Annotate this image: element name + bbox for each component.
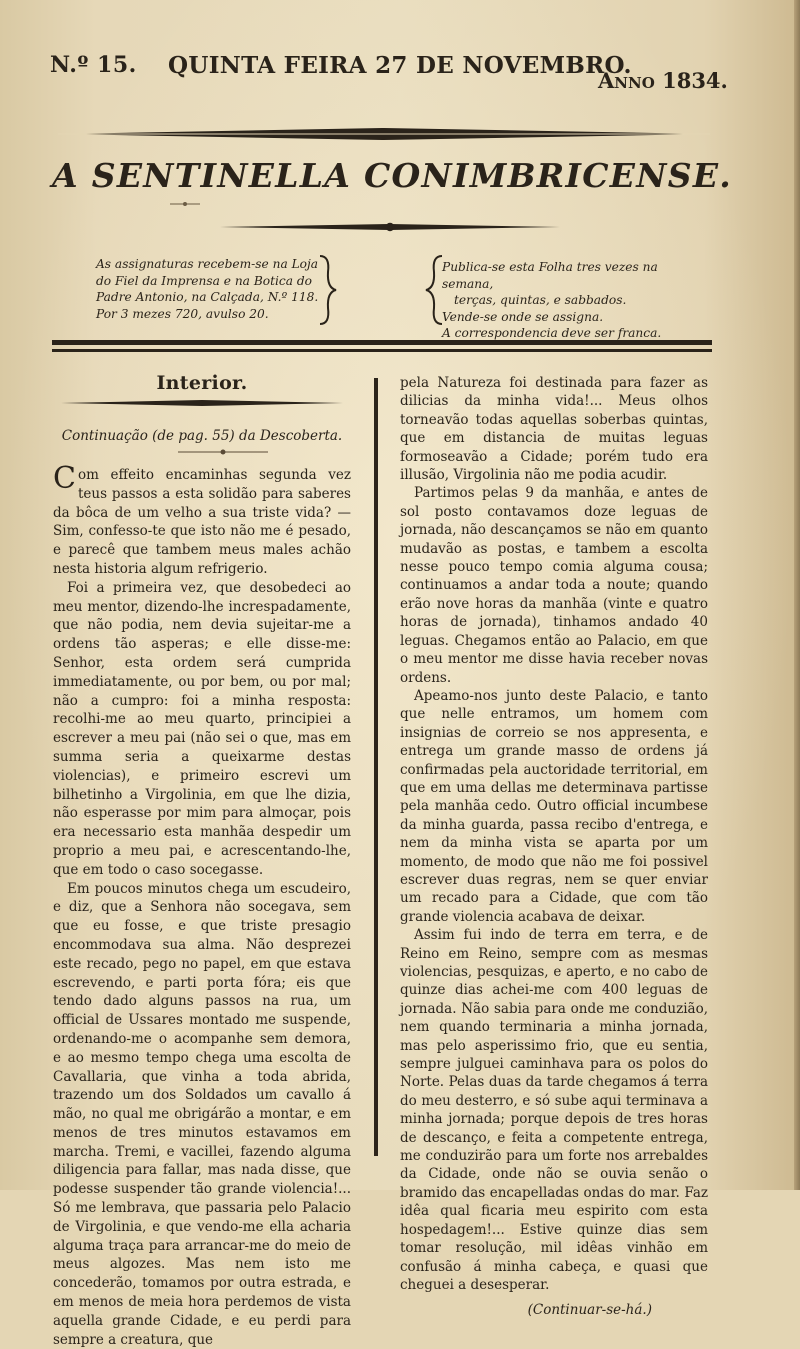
- article-paragraph: Apeamo-nos junto deste Palacio, e tanto que nelle entramos, um homem com insignias de correio se nos appresenta, e entrega um grande masso de ordens já confirmadas pela auctoridade territorial, em que em uma dellas me determinava partisse pela manhãa cedo. Outro official incumbese da minha guarda, passa recibo d'entrega, e nem da minha vista se aparta por um momento, de modo que não me foi possivel escrever duas regras, nem se quer enviar um recado para a Cidade, que com tão grande violencia acabava de deixar.: [400, 687, 708, 925]
- drop-cap: C: [53, 461, 76, 496]
- ornamental-rule-middle: [220, 220, 560, 234]
- article-paragraph: Em poucos minutos chega um escudeiro, e diz, que a Senhora não socegava, sem que eu fosse, e que triste presagio encommodava sua alma. Não desprezei este recado, pego no papel, em que estava escrevendo, e parti porta fóra; eis que tendo dado alguns passos na rua, um official de Ussares montado me suspende, ordenando-me o acompanhe sem demora, e ao mesmo tempo chega uma escolta de Cavallaria, que vinha a toda abrida, trazendo um dos Soldados um cavallo á mão, no qual me obrigárão a montar, e em menos de tres minutos estavamos em marcha. Tremi, e vacillei, fazendo alguma diligencia para fallar, mas nada disse, que podesse suspender tão grande violencia!... Só me lembrava, que passaria pelo Palacio de Virgolinia, e que vendo-me ella acharia alguma traça para arrancar-me do meio de meus algozes. Mas nem isto me concederão, tomamos por outra estrada, e em menos de meia hora perdemos de vista aquella grande Cidade, e eu perdi para sempre a creatura, que: [53, 880, 351, 1348]
- section-title: Interior.: [156, 372, 248, 394]
- column-divider: [374, 378, 378, 1156]
- notice-line: Publica-se esta Folha tres vezes na semana,: [442, 260, 658, 291]
- continuation-note: (Continuar-se-há.): [527, 1302, 652, 1319]
- masthead-title: A SENTINELLA CONIMBRICENSE.: [52, 156, 733, 195]
- notice-line: A correspondencia deve ser franca.: [442, 326, 662, 340]
- issue-date: QUINTA FEIRA 27 DE NOVEMBRO.: [168, 52, 632, 79]
- notice-line: terças, quintas, e sabbados.: [454, 293, 627, 307]
- article-paragraph: pela Natureza foi destinada para fazer as dilicias da minha vida!... Meus olhos torneavão todas aquellas soberbas quintas, que em distancia de muitas leguas formoseavão a Cidade; porém tudo era illusão, Virgolinia não me podia acudir.: [400, 375, 708, 484]
- left-brace-icon: [424, 254, 444, 326]
- article-paragraph: Assim fui indo de terra em terra, e de Reino em Reino, sempre com as mesmas violencias, pesquizas, e aperto, e no cabo de quinze dias achei-me com 400 leguas de jornada. Não sabia para onde me conduzião, nem quando terminaria a minha jornada, mas pelo asperissimo frio, que eu sentia, sempre julguei caminhava para os polos do Norte. Pelas duas da tarde chegamos á terra do meu desterro, e só sube aqui terminava a minha jornada; porque depois de tres horas de descanço, e feita a competente entrega, me conduzirão para um forte nos arrebaldes da Cidade, onde não se ouvia senão o bramido das encapelladas ondas do mar. Faz idêa qual ficaria meu espirito com esta hospedagem!... Estive quinze dias sem tomar resolução, mil idêas vinhão em confusão á minha cabeça, e quasi que cheguei a desesperar.: [400, 927, 708, 1293]
- article-subtitle: Continuação (de pag. 55) da Descoberta.: [61, 428, 343, 444]
- notice-line: Vende-se onde se assigna.: [442, 309, 604, 324]
- issue-year: Anno 1834.: [598, 68, 728, 93]
- subscription-notice: As assignaturas recebem-se na Loja do Fiel da Imprensa e na Botica do Padre Antonio, na Calçada, N.º 118. Por 3 mezes 720, avulso 20.: [96, 257, 319, 321]
- subtitle-ornament: [53, 446, 351, 458]
- article-column-right: [400, 374, 708, 1318]
- article-paragraph: Foi a primeira vez, que desobedeci ao meu mentor, dizendo-lhe increspadamente, que não podia, nem devia sujeitar-me a ordens tão asperas; e elle disse-me: Senhor, esta ordem será cumprida immediatamente, ou por bem, ou por mal; não a cumpro: foi a minha resposta: recolhi-me ao meu quarto, principiei a escrever a meu pai (não sei o que, mas em summa seria a queixarme destas violencias), e primeiro escrevi um bilhetinho a Virgolinia, em que lhe dizia, não esperasse por mim para almoçar, pois era necessario esta manhãa despedir um proprio a meu pai, e acrescentando-lhe, que em todo o caso socegasse.: [53, 579, 351, 878]
- double-rule: [52, 336, 712, 358]
- article-paragraph: Partimos pelas 9 da manhãa, e antes de sol posto contavamos doze leguas de jornada, não descançamos se não em quanto mudavão as postas, e tambem a escolta nesse pouco tempo comia alguma cousa; continuamos a andar toda a noute; quando erão nove horas da manhãa (vinte e quatro horas de jornada), tinhamos andado 40 leguas. Chegamos então ao Palacio, em que o meu mentor me disse havia receber novas ordens.: [400, 485, 708, 686]
- page-edge: [794, 0, 800, 1190]
- paragraph-text: om effeito encaminhas segunda vez teus passos a esta solidão para saberes da bôca de um velho a sua triste vida? — Sim, confesso-te que isto não me é pesado, e parecê que tambem meus males achão nesta historia algum refrigerio.: [53, 467, 351, 577]
- issue-number: N.º 15.: [50, 52, 137, 78]
- section-rule: [61, 398, 343, 408]
- right-brace-icon: [318, 254, 338, 326]
- article-paragraph: [53, 461, 351, 579]
- ornamental-rule-top: [58, 122, 710, 146]
- publication-notice: [442, 259, 700, 342]
- article-column-left: [53, 372, 351, 1349]
- small-ornament: [170, 198, 200, 210]
